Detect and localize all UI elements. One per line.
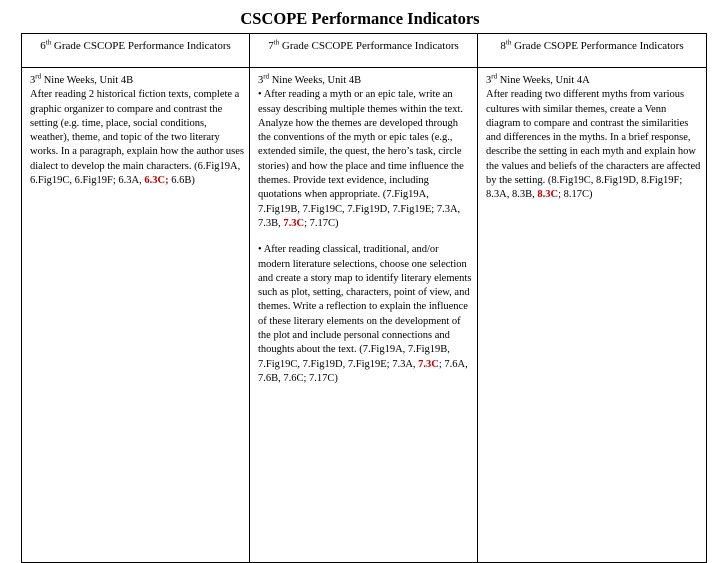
header-grade-number: 7 [268, 40, 274, 52]
indicator-body-end: ; 7.6A, 7.6B, 7.6C; 7.17C) [258, 358, 468, 384]
header-row [22, 34, 707, 68]
unit-heading [486, 74, 702, 88]
header-grade-ordinal: th [45, 38, 52, 47]
unit-text: Nine Weeks, Unit 4B [269, 75, 362, 86]
indicator-body: • After reading classical, traditional, and/or modern literature selections, choose one selection and create a story map to identify literary elements such as plot, setting, characters, point of view, and themes. Write a reflection to explain the influence of these literary elements on the development of the plot and include personal connections and thoughts about the text. (7.Fig19A, 7.Fig19B, 7.Fig19C, 7.Fig19D, 7.Fig19E; 7.3A, [258, 244, 472, 370]
cell-grade-8 [478, 68, 707, 563]
unit-ordinal: rd [263, 72, 270, 81]
header-grade-text: Grade CSCOPE Performance Indicators [279, 40, 459, 52]
indicator-body-end: ; 7.17C) [304, 217, 339, 229]
header-grade-ordinal: th [505, 38, 512, 47]
unit-heading [258, 74, 473, 88]
cell-grade-7 [250, 68, 478, 563]
indicator-body-end: 6.6B) [168, 175, 195, 187]
content-row [22, 68, 707, 563]
header-grade-number: 8 [500, 40, 506, 52]
indicator-text-2 [258, 243, 473, 386]
indicator-text [486, 88, 702, 202]
unit-number: 3 [258, 75, 264, 86]
header-grade-8 [478, 34, 707, 68]
highlighted-standard: 7.3C [418, 358, 439, 370]
indicator-body: • After reading a myth or an epic tale, write an essay describing multiple themes within the text. Analyze how the themes are developed through the conventions of the myth or epic tales (e.g., extended simile, the quest, the hero’s task, circle stories) and how the place and time influence the themes. Provide text evidence, including quotations when appropriate. (7.Fig19A, 7.Fig19B, 7.Fig19C, 7.Fig19D, 7.Fig19E; 7.3A, 7.3B, [258, 89, 464, 229]
unit-ordinal: rd [491, 72, 498, 81]
unit-ordinal: rd [35, 72, 42, 81]
indicator-body: After reading 2 historical fiction texts, complete a graphic organizer to compare and contrast the setting (e.g. time, place, social conditions, weather), theme, and topic of the two literary works. In a paragraph, explain how the author uses dialect to develop the main characters. (6.Fig19A, 6.Fig19C, 6.Fig19F; 6.3A, [30, 89, 245, 187]
indicator-text [30, 88, 245, 188]
unit-heading [30, 74, 245, 88]
indicator-text [258, 88, 473, 231]
header-grade-text: Grade CSCOPE Performance Indicators [51, 40, 231, 52]
highlighted-standard: 7.3C [283, 217, 305, 229]
header-grade-ordinal: th [273, 38, 280, 47]
unit-number: 3 [486, 75, 492, 86]
unit-text: Nine Weeks, Unit 4A [497, 75, 590, 86]
page-title: CSCOPE Performance Indicators [240, 9, 480, 28]
indicator-body-end: ; 8.17C) [558, 189, 593, 201]
indicator-body: After reading two different myths from various cultures with similar themes, create a Venn diagram to compare and contrast the similarities and differences in the myths. In a brief response, describe the setting in each myth and explain how the values and beliefs of the characters are affected by the setting. (8.Fig19C, 8.Fig19D, 8.Fig19F; 8.3A, 8.3B, [486, 89, 701, 201]
highlighted-standard: 8.3C [537, 189, 559, 201]
header-grade-text: Grade CSOPE Performance Indicators [511, 40, 684, 52]
highlighted-standard: 6.3C; [144, 175, 169, 187]
paragraph-gap [258, 231, 473, 243]
unit-text: Nine Weeks, Unit 4B [41, 75, 134, 86]
header-grade-number: 6 [40, 40, 46, 52]
cell-grade-6 [22, 68, 250, 563]
unit-number: 3 [30, 75, 36, 86]
performance-indicators-table [21, 33, 707, 563]
header-grade-7 [250, 34, 478, 68]
header-grade-6 [22, 34, 250, 68]
